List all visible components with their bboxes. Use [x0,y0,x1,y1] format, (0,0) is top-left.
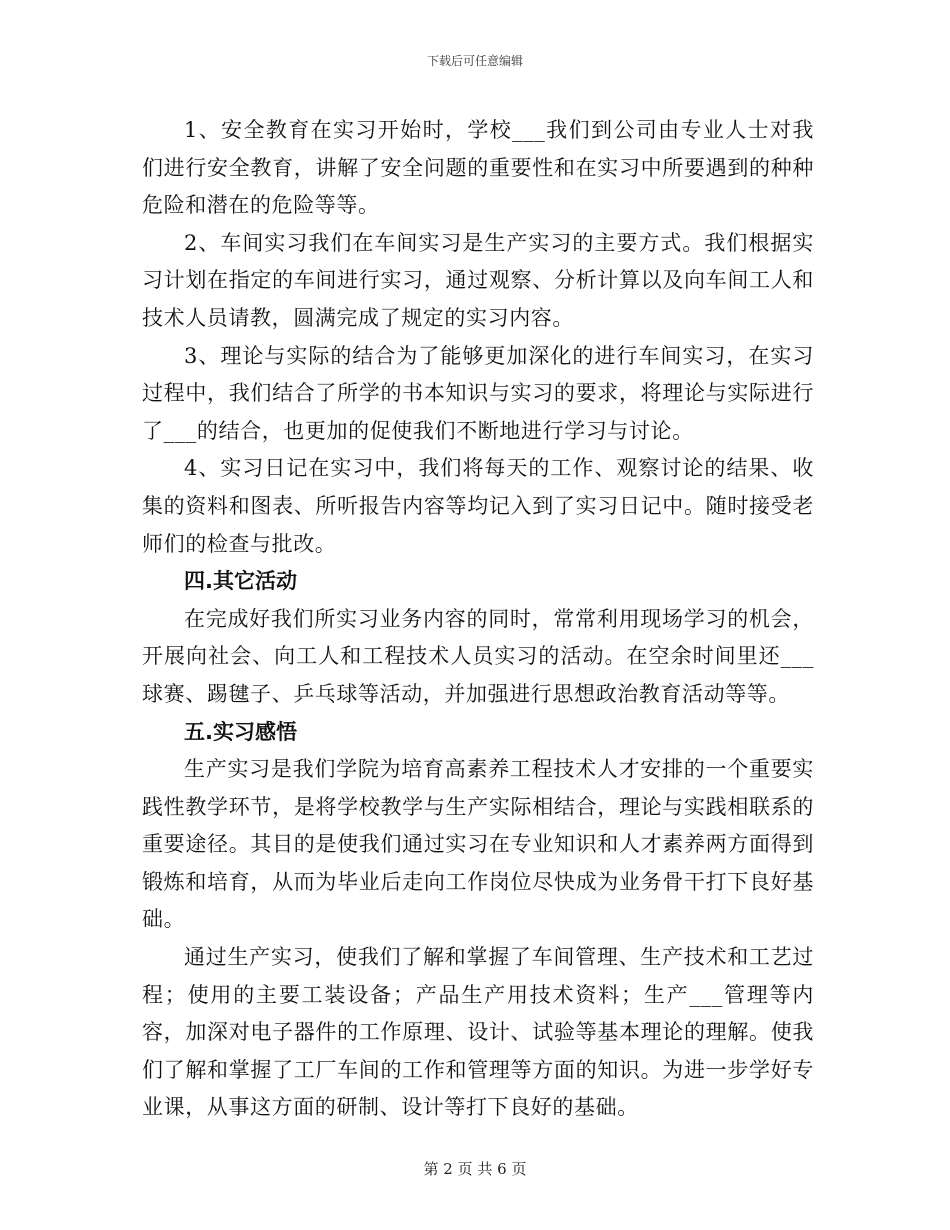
page-header: 下载后可任意编辑 [426,54,523,68]
paragraph-workshop-practice: 2、车间实习我们在车间实习是生产实习的主要方式。我们根据实习计划在指定的车间进行实习，通过观察、分析计算以及向车间工人和技术人员请教，圆满完成了规定的实习内容。 [142,230,814,330]
section-heading-other-activities: 四.其它活动 [184,569,297,594]
paragraph-safety-education: 1、安全教育在实习开始时，学校___我们到公司由专业人士对我们进行安全教育，讲解了安全问题的重要性和在实习中所要遇到的种种危险和潜在的危险等等。 [142,118,814,218]
document-body [142,112,814,1127]
paragraph-reflections-2: 通过生产实习，使我们了解和掌握了车间管理、生产技术和工艺过程；使用的主要工装设备；产品生产用技术资料；生产___管理等内容，加深对电子器件的工作原理、设计、试验等基本理论的理解。使我们了解和掌握了工厂车间的工作和管理等方面的知识。为进一步学好专业课，从事这方面的研制、设计等打下良好的基础。 [142,945,814,1120]
paragraph-theory-practice: 3、理论与实际的结合为了能够更加深化的进行车间实习，在实习过程中，我们结合了所学的书本知识与实习的要求，将理论与实际进行了___的结合，也更加的促使我们不断地进行学习与讨论。 [142,343,814,443]
paragraph-other-activities: 在完成好我们所实习业务内容的同时，常常利用现场学习的机会，开展向社会、向工人和工程技术人员实习的活动。在空余时间里还___球赛、踢毽子、乒乓球等活动，并加强进行思想政治教育活动等等。 [142,606,814,706]
page-number: 第 2 页 共 6 页 [423,1160,527,1178]
paragraph-reflections-1: 生产实习是我们学院为培育高素养工程技术人才安排的一个重要实践性教学环节，是将学校教学与生产实际相结合，理论与实践相联系的重要途径。其目的是使我们通过实习在专业知识和人才素养两方面得到锻炼和培育，从而为毕业后走向工作岗位尽快成为业务骨干打下良好基础。 [142,757,814,932]
paragraph-practice-diary: 4、实习日记在实习中，我们将每天的工作、观察讨论的结果、收集的资料和图表、所听报告内容等均记入到了实习日记中。随时接受老师们的检查与批改。 [142,456,814,556]
section-heading-reflections: 五.实习感悟 [184,719,297,744]
